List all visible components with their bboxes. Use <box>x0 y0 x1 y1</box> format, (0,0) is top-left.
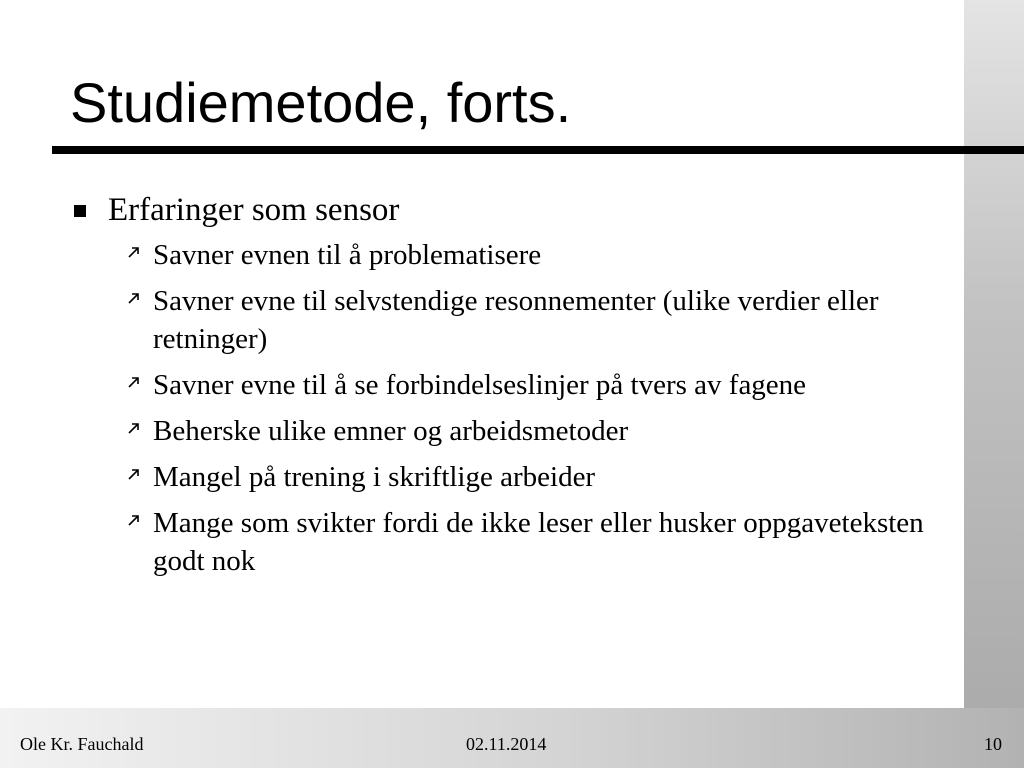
sub-bullet-item <box>70 366 950 404</box>
arrow-up-right-icon <box>126 374 142 390</box>
title-underline <box>52 146 1024 154</box>
sub-bullet-text: Mange som svikter fordi de ikke leser eller husker oppgaveteksten godt nok <box>153 507 924 577</box>
main-bullet-text: Erfaringer som sensor <box>108 192 400 228</box>
sub-bullet-list <box>70 236 950 580</box>
sub-bullet-item <box>70 412 950 450</box>
sub-bullet-item <box>70 236 950 274</box>
sub-bullet-item <box>70 282 950 358</box>
sub-bullet-text: Savner evne til å se forbindelseslinjer på tvers av fagene <box>153 369 807 401</box>
slide-title: Studiemetode, forts. <box>70 71 572 134</box>
arrow-up-right-icon <box>126 512 142 528</box>
arrow-up-right-icon <box>126 244 142 260</box>
footer-author: Ole Kr. Fauchald <box>20 734 144 754</box>
footer-page-number: 10 <box>984 734 1002 754</box>
sub-bullet-text: Savner evnen til å problematisere <box>153 239 542 271</box>
square-bullet-icon <box>74 205 86 217</box>
sub-bullet-text: Mangel på trening i skriftlige arbeider <box>153 461 596 493</box>
footer-date: 02.11.2014 <box>466 734 547 754</box>
sub-bullet-item <box>70 458 950 496</box>
right-decorative-band <box>964 0 1024 768</box>
arrow-up-right-icon <box>126 466 142 482</box>
arrow-up-right-icon <box>126 420 142 436</box>
sub-bullet-text: Beherske ulike emner og arbeidsmetoder <box>153 415 629 447</box>
slide-content <box>70 190 950 588</box>
sub-bullet-text: Savner evne til selvstendige resonnementer (ulike verdier eller retninger) <box>153 285 879 355</box>
arrow-up-right-icon <box>126 290 142 306</box>
main-bullet <box>70 190 950 230</box>
sub-bullet-item <box>70 504 950 580</box>
